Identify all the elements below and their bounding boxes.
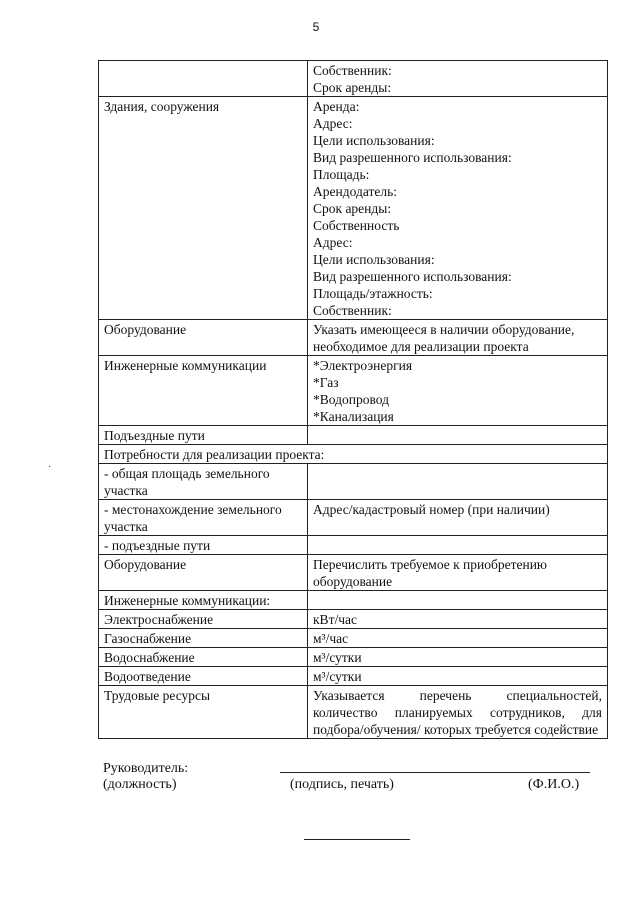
value-line: Перечислить требуемое к приобретению оборудование bbox=[313, 557, 548, 589]
value-line: Вид разрешенного использования: bbox=[313, 269, 512, 284]
row-label-cell: Электроснабжение bbox=[99, 610, 308, 629]
row-value-cell bbox=[308, 610, 608, 629]
table-row bbox=[99, 320, 608, 356]
value-line: Срок аренды: bbox=[313, 80, 392, 95]
value-line: Адрес/кадастровый номер (при наличии) bbox=[313, 502, 550, 517]
value-line: *Канализация bbox=[313, 409, 394, 424]
value-line: кВт/час bbox=[313, 612, 357, 627]
table-row bbox=[99, 445, 608, 464]
value-line: Площадь/этажность: bbox=[313, 286, 433, 301]
value-line: Указывается перечень специальностей, количество планируемых сотрудников, для подбора/обучения/ которых требуется содействие bbox=[313, 688, 602, 737]
row-value-cell bbox=[308, 356, 608, 426]
value-line: Вид разрешенного использования: bbox=[313, 150, 512, 165]
table-row bbox=[99, 356, 608, 426]
stray-mark: · bbox=[48, 462, 52, 473]
table-row bbox=[99, 97, 608, 320]
value-line: Указать имеющееся в наличии оборудование, необходимое для реализации проекта bbox=[313, 322, 575, 354]
row-value-cell bbox=[308, 629, 608, 648]
value-line: Цели использования: bbox=[313, 252, 435, 267]
value-line: *Водопровод bbox=[313, 392, 389, 407]
row-value-cell bbox=[308, 591, 608, 610]
value-line: *Газ bbox=[313, 375, 339, 390]
row-value-cell bbox=[308, 61, 608, 97]
value-line: Собственность bbox=[313, 218, 400, 233]
row-value-cell bbox=[308, 667, 608, 686]
row-label-cell: Здания, сооружения bbox=[99, 97, 308, 320]
row-label-cell: Оборудование bbox=[99, 555, 308, 591]
value-line: м³/сутки bbox=[313, 650, 362, 665]
row-label-cell: Водоотведение bbox=[99, 667, 308, 686]
row-label-cell: Инженерные коммуникации bbox=[99, 356, 308, 426]
row-label-cell: Водоснабжение bbox=[99, 648, 308, 667]
table-row bbox=[99, 426, 608, 445]
signature-label: (подпись, печать) bbox=[290, 777, 394, 792]
project-requirements-table bbox=[98, 60, 608, 739]
row-value-cell bbox=[308, 686, 608, 739]
page-number: 5 bbox=[312, 20, 320, 34]
table-row bbox=[99, 629, 608, 648]
row-value-cell bbox=[308, 464, 608, 500]
row-value-cell bbox=[308, 320, 608, 356]
value-line: Собственник: bbox=[313, 303, 392, 318]
row-value-cell bbox=[308, 555, 608, 591]
table-row bbox=[99, 555, 608, 591]
head-label: Руководитель: bbox=[103, 761, 189, 776]
row-label-cell bbox=[99, 61, 308, 97]
row-label-cell: Трудовые ресурсы bbox=[99, 686, 308, 739]
value-line: Арендодатель: bbox=[313, 184, 397, 199]
value-line: м³/сутки bbox=[313, 669, 362, 684]
table-row bbox=[99, 686, 608, 739]
table-row bbox=[99, 667, 608, 686]
name-label: (Ф.И.О.) bbox=[528, 777, 580, 792]
value-line: Цели использования: bbox=[313, 133, 435, 148]
value-line: м³/час bbox=[313, 631, 349, 646]
value-line: *Электроэнергия bbox=[313, 358, 413, 373]
bottom-rule bbox=[304, 839, 410, 840]
row-label-cell: Инженерные коммуникации: bbox=[99, 591, 308, 610]
row-label-cell: - подъездные пути bbox=[99, 536, 308, 555]
table-row bbox=[99, 61, 608, 97]
table-row bbox=[99, 536, 608, 555]
value-line: Собственник: bbox=[313, 63, 392, 78]
value-line: Аренда: bbox=[313, 99, 360, 114]
value-line: Адрес: bbox=[313, 235, 353, 250]
signature-line bbox=[280, 772, 590, 773]
value-line: Площадь: bbox=[313, 167, 370, 182]
value-line: Срок аренды: bbox=[313, 201, 392, 216]
position-label: (должность) bbox=[103, 777, 177, 792]
row-label-cell: - местонахождение земельного участка bbox=[99, 500, 308, 536]
table-row bbox=[99, 591, 608, 610]
value-line: Адрес: bbox=[313, 116, 353, 131]
table-row bbox=[99, 464, 608, 500]
row-value-cell bbox=[308, 648, 608, 667]
row-value-cell bbox=[308, 426, 608, 445]
row-label-cell: Газоснабжение bbox=[99, 629, 308, 648]
row-label-cell: Оборудование bbox=[99, 320, 308, 356]
table-row bbox=[99, 500, 608, 536]
table-row bbox=[99, 648, 608, 667]
row-value-cell bbox=[308, 500, 608, 536]
table-row bbox=[99, 610, 608, 629]
section-header-cell: Потребности для реализации проекта: bbox=[99, 445, 608, 464]
row-label-cell: Подъездные пути bbox=[99, 426, 308, 445]
row-label-cell: - общая площадь земельного участка bbox=[99, 464, 308, 500]
row-value-cell bbox=[308, 97, 608, 320]
row-value-cell bbox=[308, 536, 608, 555]
